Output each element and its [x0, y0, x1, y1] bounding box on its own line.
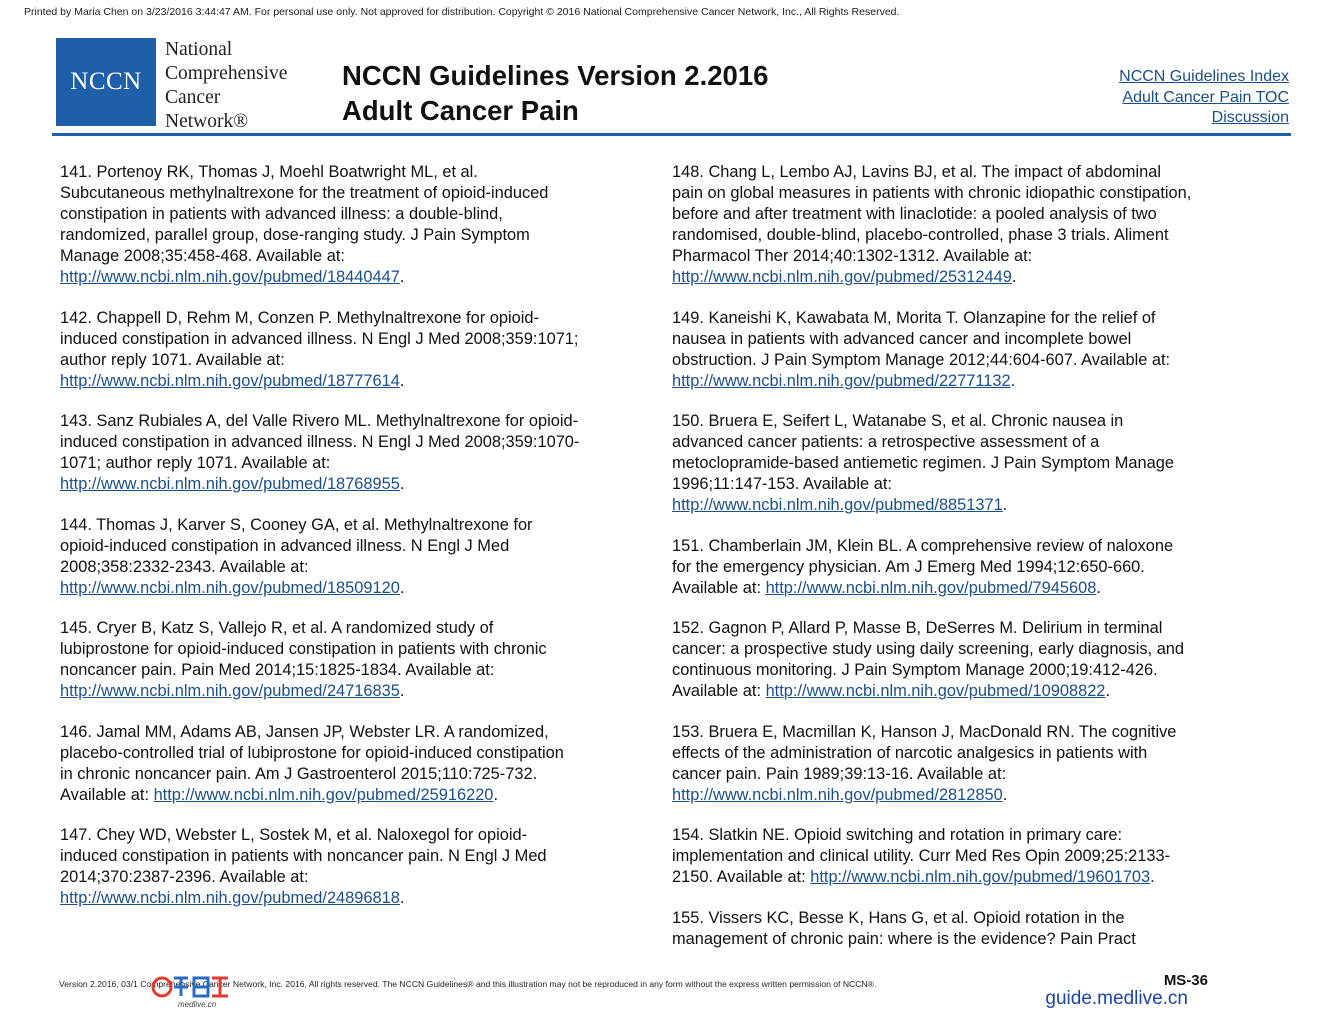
pubmed-link[interactable]: http://www.ncbi.nlm.nih.gov/pubmed/24896818 [60, 889, 400, 907]
reference-period: . [1011, 268, 1017, 286]
title-line-1: NCCN Guidelines Version 2.2016 [342, 60, 769, 91]
reference-period: . [399, 371, 405, 390]
reference-period: . [1105, 682, 1110, 700]
watermark-site-text: guide.medlive.cn [1045, 988, 1188, 1009]
reference-item [672, 722, 1267, 806]
reference-period: . [1002, 785, 1008, 804]
pubmed-link[interactable]: http://www.ncbi.nlm.nih.gov/pubmed/7945608 [765, 578, 1097, 597]
reference-text: 154. Slatkin NE. Opioid switching and rotation in primary care: implementation and clinical utility. Curr Med Res Opin 2009;25:2133- 2150. Available at: [672, 826, 1171, 886]
reference-item [672, 308, 1267, 392]
reference-item [672, 411, 1267, 516]
pubmed-link[interactable]: http://www.ncbi.nlm.nih.gov/pubmed/24716835 [60, 682, 400, 700]
org-name-line: Comprehensive [165, 63, 288, 84]
references-right-column [672, 162, 1267, 969]
reference-period: . [493, 785, 498, 804]
reference-text: 142. Chappell D, Rehm M, Conzen P. Methylnaltrexone for opioid- induced constipation in advanced illness. N Engl J Med 2008;359:1071; author reply 1071. Available at: [60, 308, 579, 369]
reference-period: . [399, 268, 405, 286]
pubmed-link[interactable]: http://www.ncbi.nlm.nih.gov/pubmed/2812850 [672, 785, 1003, 804]
nccn-logo [56, 38, 156, 126]
reference-text: 147. Chey WD, Webster L, Sostek M, et al. Naloxegol for opioid- induced constipation in patients with noncancer pain. N Engl J Med 2014;370:2387-2396. Available at: [60, 826, 547, 886]
pubmed-link[interactable]: http://www.ncbi.nlm.nih.gov/pubmed/10908822 [765, 682, 1106, 700]
guidelines-index-link[interactable]: NCCN Guidelines Index [1119, 68, 1289, 85]
reference-period: . [399, 889, 405, 907]
header-nav [1119, 67, 1289, 129]
reference-text: 149. Kaneishi K, Kawabata M, Morita T. Olanzapine for the relief of nausea in patients with advanced cancer and incomplete bowel obstruction. J Pain Symptom Manage 2012;44:604-607. Available at: [672, 308, 1171, 369]
reference-text: 145. Cryer B, Katz S, Vallejo R, et al. A randomized study of lubiprostone for opioid-induced constipation in patients with chronic noncancer pain. Pain Med 2014;15:1825-1834. Available at: [60, 619, 547, 679]
org-name-line: Network® [165, 111, 249, 132]
document-title [342, 58, 768, 128]
pubmed-link[interactable]: http://www.ncbi.nlm.nih.gov/pubmed/22771132 [672, 371, 1011, 390]
reference-period: . [1096, 578, 1101, 597]
reference-period: . [399, 682, 405, 700]
reference-item [60, 162, 655, 288]
title-line-2: Adult Cancer Pain [342, 95, 579, 126]
reference-item [60, 618, 655, 702]
reference-item [60, 722, 655, 806]
page-number: MS-36 [1163, 972, 1208, 989]
org-name-line: Cancer [165, 87, 221, 108]
reference-text: 144. Thomas J, Karver S, Cooney GA, et al. Methylnaltrexone for opioid-induced constipation in advanced illness. N Engl J Med 2008;358:2332-2343. Available at: [60, 515, 533, 576]
reference-item [672, 825, 1267, 888]
reference-text: 146. Jamal MM, Adams AB, Jansen JP, Webster LR. A randomized, placebo-controlled trial of lubiprostone for opioid-induced constipation in chronic noncancer pain. Am J Gastroenterol 2015;110:725-732. Available at: [60, 722, 564, 804]
reference-text: 141. Portenoy RK, Thomas J, Moehl Boatwright ML, et al. Subcutaneous methylnaltrexone for the treatment of opioid-induced constipation in patients with advanced illness: a double-blind, randomized, parallel group, dose-ranging study. J Pain Symptom Manage 2008;35:458-468. Available at: [60, 163, 549, 265]
pubmed-link[interactable]: http://www.ncbi.nlm.nih.gov/pubmed/18509120 [60, 578, 400, 597]
org-name-line: National [165, 39, 233, 60]
reference-item [60, 825, 655, 909]
pubmed-link[interactable]: http://www.ncbi.nlm.nih.gov/pubmed/8851371 [672, 496, 1003, 514]
discussion-link[interactable]: Discussion [1211, 109, 1289, 126]
organization-name [165, 38, 287, 134]
reference-period: . [1010, 371, 1016, 390]
watermark-sub-text: medlive.cn [178, 1000, 217, 1009]
reference-period: . [399, 475, 405, 493]
pubmed-link[interactable]: http://www.ncbi.nlm.nih.gov/pubmed/18768955 [60, 475, 400, 493]
pubmed-link[interactable]: http://www.ncbi.nlm.nih.gov/pubmed/18777614 [60, 371, 400, 390]
reference-item [60, 515, 655, 599]
medlive-watermark-logo-icon [148, 970, 234, 1010]
reference-text: 152. Gagnon P, Allard P, Masse B, DeSerres M. Delirium in terminal cancer: a prospective study using daily screening, early diagnosis, and continuous monitoring. J Pain Symptom Manage 2000;19:412-426. Available at: [672, 619, 1185, 700]
reference-text: 143. Sanz Rubiales A, del Valle Rivero ML. Methylnaltrexone for opioid- induced constipation in advanced illness. N Engl J Med 2008;359:1070- 1071; author reply 1071. Available at: [60, 412, 580, 472]
pubmed-link[interactable]: http://www.ncbi.nlm.nih.gov/pubmed/25312449 [672, 268, 1012, 286]
reference-text: 150. Bruera E, Seifert L, Watanabe S, et al. Chronic nausea in advanced cancer patients: a retrospective assessment of a metoclopramide-based antiemetic regimen. J Pain Symptom Manage 1996;11:147-153. Available at: [672, 412, 1174, 493]
pubmed-link[interactable]: http://www.ncbi.nlm.nih.gov/pubmed/18440447 [60, 268, 400, 286]
toc-link[interactable]: Adult Cancer Pain TOC [1122, 88, 1289, 106]
reference-item [672, 162, 1267, 288]
reference-item [60, 411, 655, 495]
reference-text: 151. Chamberlain JM, Klein BL. A comprehensive review of naloxone for the emergency physician. Am J Emerg Med 1994;12:650-660. Available at: [672, 536, 1174, 597]
reference-period: . [399, 578, 405, 597]
header-divider [52, 133, 1291, 136]
reference-period: . [1002, 496, 1008, 514]
pubmed-link[interactable]: http://www.ncbi.nlm.nih.gov/pubmed/25916220 [153, 785, 494, 804]
print-notice: Printed by Maria Chen on 3/23/2016 3:44:47 AM. For personal use only. Not approved for distribution. Copyright © 2016 National Comprehensive Cancer Network, Inc., All Rights Reserved. [24, 6, 900, 18]
pubmed-link[interactable]: http://www.ncbi.nlm.nih.gov/pubmed/19601703 [810, 868, 1151, 886]
logo-text: NCCN [70, 68, 142, 95]
reference-item [672, 618, 1267, 702]
reference-period: . [1150, 868, 1155, 886]
reference-item [672, 908, 1267, 950]
reference-item [60, 308, 655, 392]
reference-text: 148. Chang L, Lembo AJ, Lavins BJ, et al. The impact of abdominal pain on global measures in patients with chronic idiopathic constipation, before and after treatment with linaclotide: a pooled analysis of two randomised, double-blind, placebo-controlled, phase 3 trials. Aliment Pharmacol Ther 2014;40:1302-1312. Available at: [672, 163, 1192, 265]
reference-text: 155. Vissers KC, Besse K, Hans G, et al. Opioid rotation in the management of chronic pain: where is the evidence? Pain Pract [672, 908, 1136, 948]
reference-text: 153. Bruera E, Macmillan K, Hanson J, MacDonald RN. The cognitive effects of the administration of narcotic analgesics in patients with cancer pain. Pain 1989;39:13-16. Available at: [672, 722, 1177, 783]
reference-item [672, 536, 1267, 599]
references-left-column [60, 162, 655, 929]
footer-copyright: Version 2.2016, 03/1 Comprehensive Cancer Network, Inc. 2016, All rights reserved. The NCCN Guidelines® and this illustration may not be reproduced in any form without the express written permission of NCCN®. [59, 979, 877, 989]
